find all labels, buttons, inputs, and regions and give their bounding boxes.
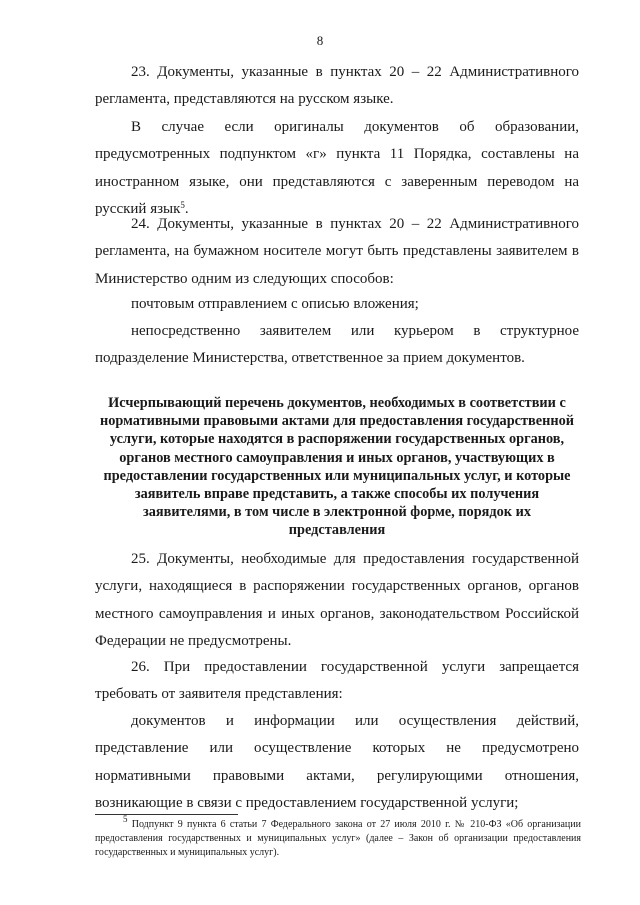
footnote [95, 814, 581, 860]
paragraph-26: 26. При предоставлении государственной услуги запрещается требовать от заявителя представления: [95, 659, 579, 703]
paragraph-23-continuation [95, 114, 579, 223]
paragraph-24-option-courier: непосредственно заявителем или курьером в структурное подразделение Министерства, ответственное за прием документов. [95, 323, 579, 367]
paragraph-26-item: документов и информации или осуществления действий, представление или осуществление которых не предусмотрено нормативными правовыми актами, регулирующими отношения, возникающие в связи с предоставлением государственной услуги; [95, 713, 579, 811]
footnote-text: Подпункт 9 пункта 6 статьи 7 Федерального закона от 27 июля 2010 г. № 210-ФЗ «Об организации предоставления государственных и муниципальных услуг» (далее – Закон об организации предоставления государственных и муниципальных услуг). [95, 819, 581, 858]
page-number: 8 [316, 33, 324, 48]
footnote-separator [95, 814, 238, 815]
footnote-reference: 5 [180, 199, 185, 210]
paragraph-24: 24. Документы, указанные в пунктах 20 – 22 Административного регламента, на бумажном носителе могут быть представлены заявителем в Министерство одним из следующих способов: [95, 216, 579, 287]
section-heading: Исчерпывающий перечень документов, необходимых в соответствии с нормативными правовыми актами для предоставления государственной услуги, которые находятся в распоряжении государственных органов, органов местного самоуправления и иных органов, участвующих в предоставлении государственных или муниципальных услуг, и которые заявитель вправе представить, а также способы их получения заявителями, в том числе в электронной форме, порядок их представления [100, 395, 574, 539]
paragraph-25: 25. Документы, необходимые для предоставления государственной услуги, находящиеся в распоряжении государственных органов, органов местного самоуправления и иных органов, законодательством Российской Федерации не предусмотрены. [95, 551, 579, 649]
paragraph-23: 23. Документы, указанные в пунктах 20 – 22 Административного регламента, представляются на русском языке. [95, 64, 579, 108]
paragraph-24-option-mail: почтовым отправлением с описью вложения; [131, 296, 419, 312]
footnote-mark: 5 [123, 814, 128, 824]
paragraph-23-continuation-end: . [184, 200, 189, 217]
paragraph-23-continuation-text: В случае если оригиналы документов об образовании, предусмотренных подпунктом «г» пункта 11 Порядка, составлены на иностранном языке, они представляются с заверенным переводом на русский язык [95, 119, 579, 217]
